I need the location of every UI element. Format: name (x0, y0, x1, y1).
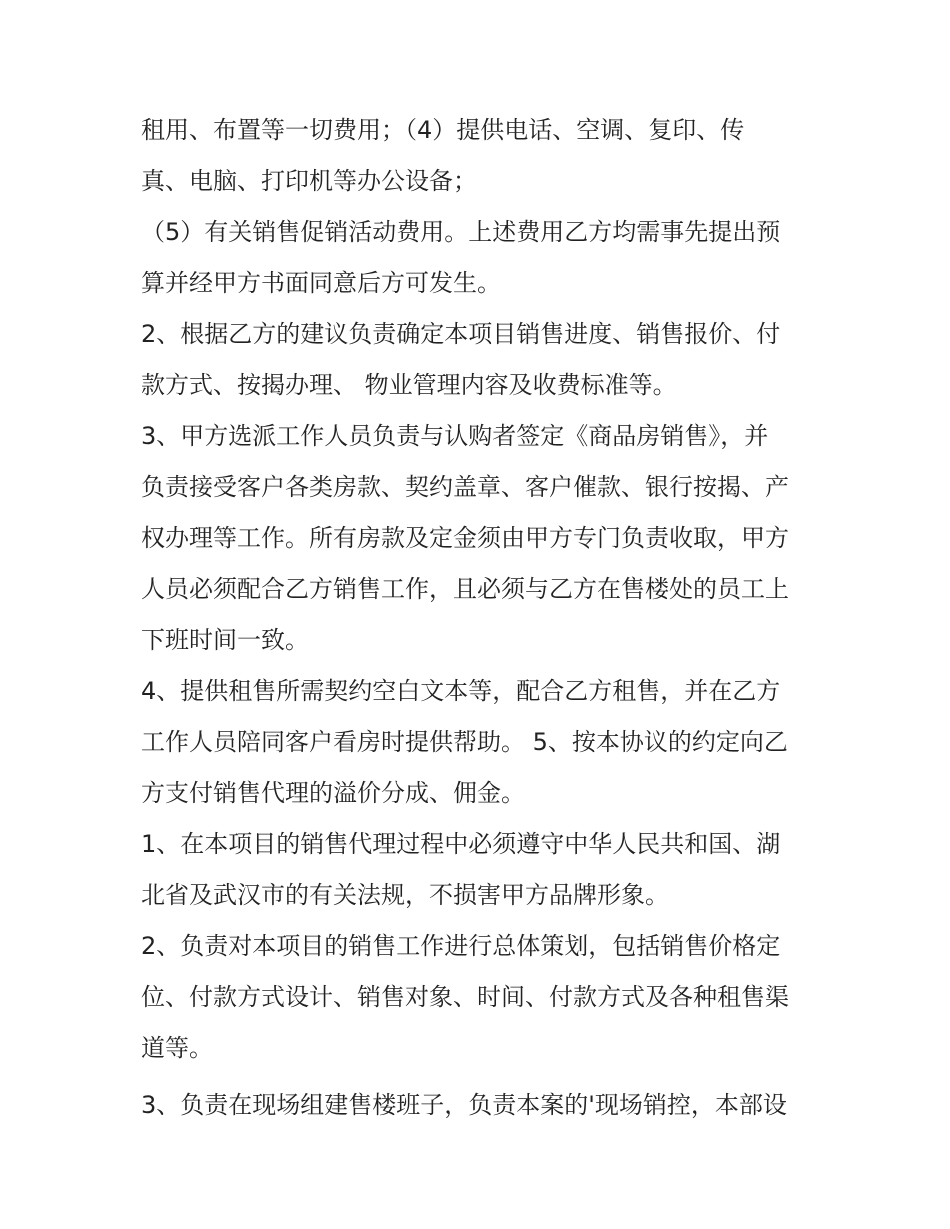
text-line: 下班时间一致。 (141, 626, 309, 654)
text-line: 2、负责对本项目的销售工作进行总体策划，包括销售价格定 (141, 932, 781, 960)
text-line: 款方式、按揭办理、 物业管理内容及收费标准等。 (141, 371, 677, 399)
text-line: 权办理等工作。所有房款及定金须由甲方专门负责收取，甲方 (141, 524, 789, 552)
text-line: 2、根据乙方的建议负责确定本项目销售进度、销售报价、付 (141, 320, 781, 348)
text-line: 位、付款方式设计、销售对象、时间、付款方式及各种租售渠 (141, 983, 789, 1011)
text-line: 真、电脑、打印机等办公设备； (141, 167, 477, 195)
text-line: 负责接受客户各类房款、契约盖章、客户催款、银行按揭、产 (141, 473, 789, 501)
text-line: （5）有关销售促销活动费用。上述费用乙方均需事先提出预 (141, 218, 781, 246)
text-line: 1、在本项目的销售代理过程中必须遵守中华人民共和国、湖 (141, 830, 781, 858)
text-line: 人员必须配合乙方销售工作，且必须与乙方在售楼处的员工上 (141, 575, 789, 603)
text-line: 4、提供租售所需契约空白文本等，配合乙方租售，并在乙方 (141, 677, 781, 705)
text-line: 道等。 (141, 1034, 213, 1062)
text-line: 3、负责在现场组建售楼班子，负责本案的'现场销控，本部设 (141, 1091, 787, 1119)
text-line: 3、甲方选派工作人员负责与认购者签定《商品房销售》，并 (141, 422, 769, 450)
text-line: 方支付销售代理的溢价分成、佣金。 (141, 779, 525, 807)
document-body (141, 105, 821, 1131)
text-line: 工作人员陪同客户看房时提供帮助。 5、按本协议的约定向乙 (141, 728, 788, 756)
text-line: 算并经甲方书面同意后方可发生。 (141, 269, 501, 297)
text-line: 北省及武汉市的有关法规，不损害甲方品牌形象。 (141, 881, 669, 909)
text-line: 租用、布置等一切费用；（4）提供电话、空调、复印、传 (141, 116, 745, 144)
